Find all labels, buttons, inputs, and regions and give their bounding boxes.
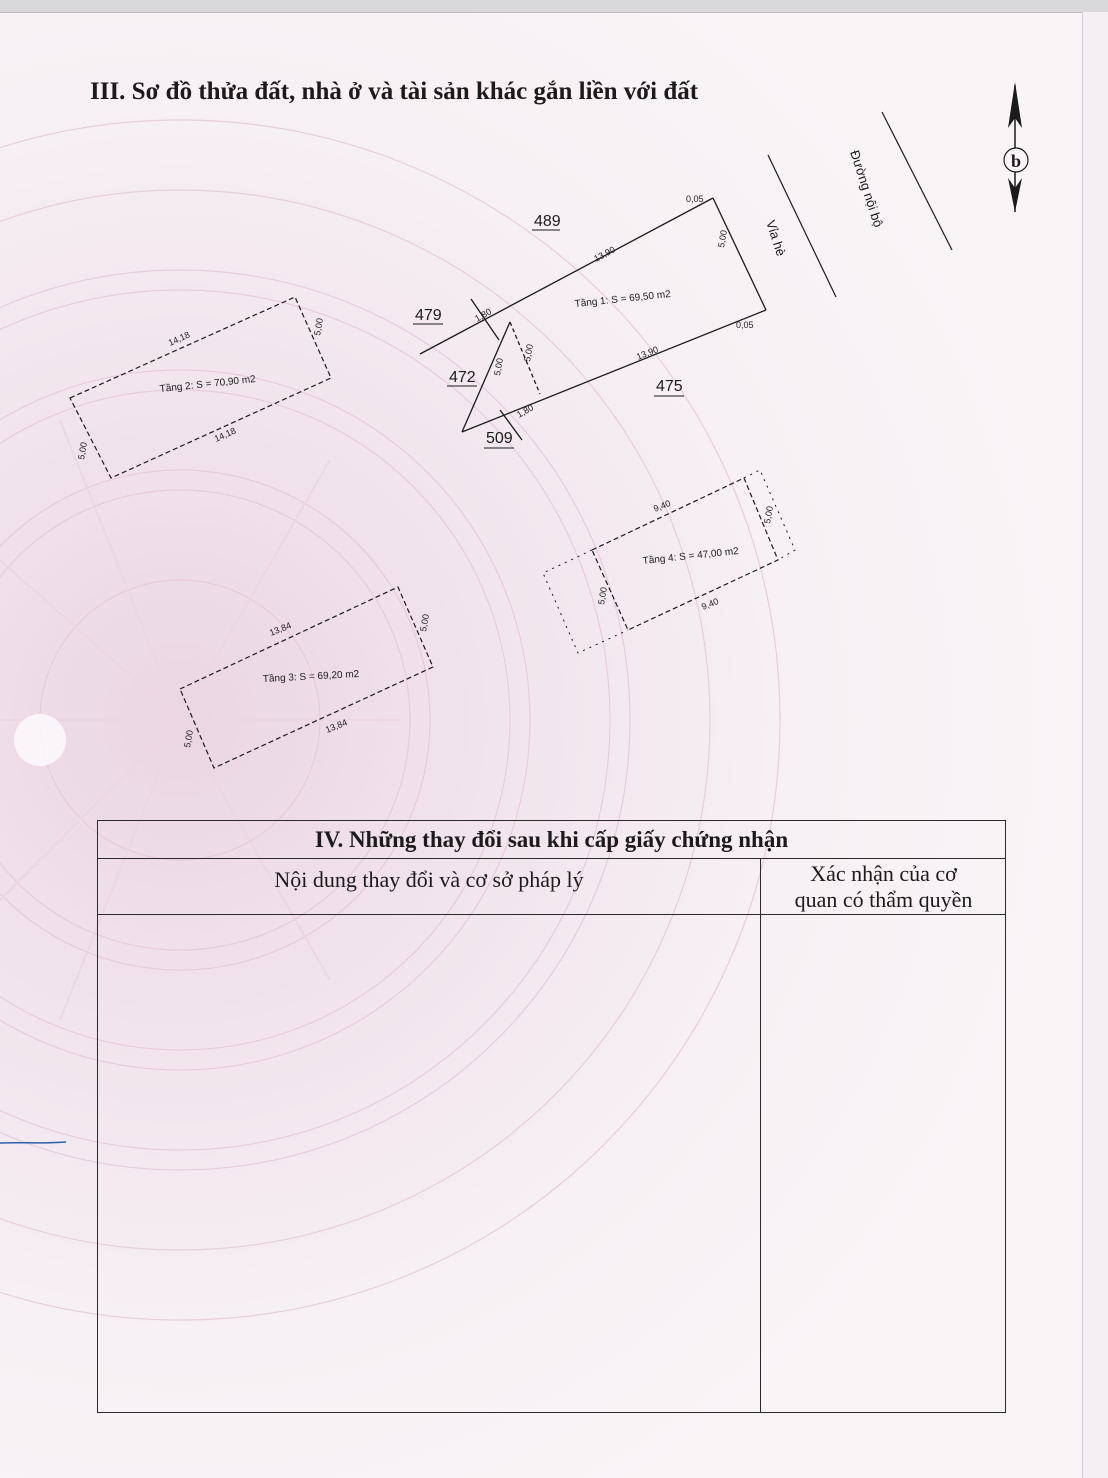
column-divider <box>760 859 761 1412</box>
authority-header-line-2: quan có thẩm quyền <box>794 887 973 912</box>
pen-stroke-mark <box>0 1140 66 1146</box>
floor-1-outline <box>420 198 766 440</box>
parcel-472: 472 <box>449 369 476 386</box>
floor-3-area-label: Tầng 3: S = 69,20 m2 <box>262 668 360 685</box>
change-content-cell <box>98 916 760 1412</box>
floor-4-area-label: Tầng 4: S = 47,00 m2 <box>642 545 740 567</box>
floor-2-top-length: 14,18 <box>166 329 192 348</box>
authority-confirmation-header <box>762 861 1005 913</box>
floor-4-left-width: 5,00 <box>596 586 610 606</box>
floor-4-right-width: 5,00 <box>762 505 776 525</box>
parcel-479: 479 <box>415 307 442 324</box>
floor-2-bottom-length: 14,18 <box>212 425 238 444</box>
floor-2-area-label: Tầng 2: S = 70,90 m2 <box>159 373 257 395</box>
road-edge-line <box>882 112 952 250</box>
floor-1-setback-top: 1,80 <box>473 306 494 324</box>
floor-2-left-width: 5,00 <box>76 441 90 461</box>
sidewalk-label: Vỉa hè <box>763 218 789 258</box>
parcel-475: 475 <box>656 378 683 395</box>
authority-header-line-1: Xác nhận của cơ <box>810 861 957 886</box>
floor-3-bottom-length: 13,84 <box>324 717 349 735</box>
floor-1-offset-top: 0,05 <box>686 194 704 204</box>
floor-1-top-length: 13,90 <box>592 244 617 264</box>
floor-2-right-width: 5,00 <box>312 317 326 337</box>
changes-table <box>97 820 1006 1413</box>
section-3-title: III. Sơ đồ thửa đất, nhà ở và tài sản khác gắn liền với đất <box>90 78 699 105</box>
change-content-header: Nội dung thay đổi và cơ sở pháp lý <box>274 867 584 892</box>
north-arrow-icon <box>1004 82 1028 212</box>
floor-1-area-label: Tầng 1: S = 69,50 m2 <box>574 288 672 310</box>
floor-3-left-width: 5,00 <box>182 729 196 749</box>
floor-4-top-length: 9,40 <box>652 498 673 514</box>
floor-1-setback-bottom: 1,80 <box>515 402 536 420</box>
floor-1-offset-bottom: 0,05 <box>736 320 754 330</box>
floor-1-back-width: 5,00 <box>492 357 506 377</box>
north-marker-label: b <box>1010 151 1022 171</box>
floor-3-right-width: 5,00 <box>418 613 432 633</box>
parcel-509: 509 <box>486 430 513 447</box>
authority-confirmation-cell <box>762 916 1005 1412</box>
header-rule <box>98 914 1005 915</box>
parcel-489: 489 <box>534 213 561 230</box>
floor-1-front-width: 5,00 <box>716 229 730 249</box>
floor-1-bottom-length: 13,90 <box>635 344 660 362</box>
floor-1-back-inner-width: 5,00 <box>522 343 536 363</box>
road-label: Đường nội bộ <box>847 148 887 230</box>
section-4-title: IV. Những thay đổi sau khi cấp giấy chứng nhận <box>98 821 1005 859</box>
floor-4-bottom-length: 9,40 <box>700 596 721 612</box>
floor-4-extension-left <box>543 550 628 653</box>
floor-3-top-length: 13,84 <box>268 620 293 638</box>
